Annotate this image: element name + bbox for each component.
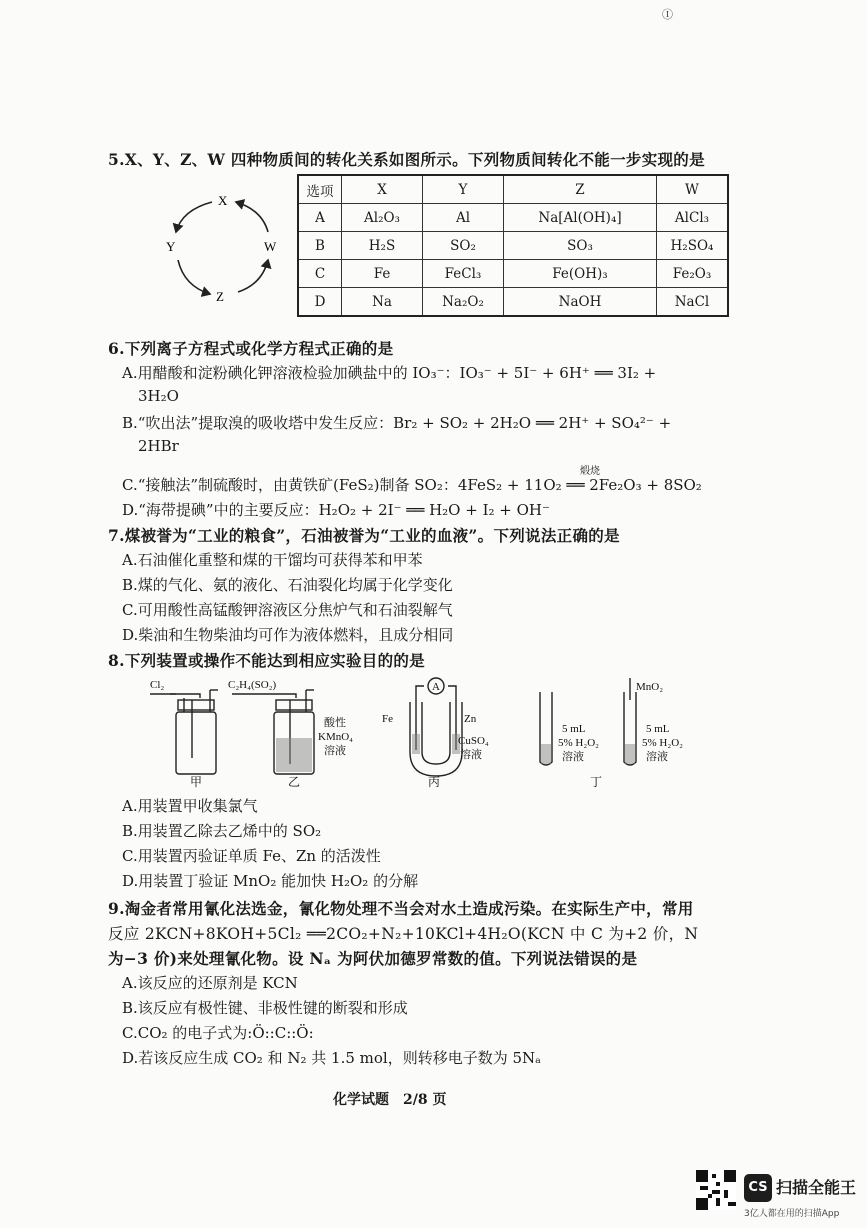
- label-cuso4: CuSO₄: [458, 735, 489, 747]
- q6-option-a: A.用醋酸和淀粉碘化钾溶液检验加碘盐中的 IO₃⁻：IO₃⁻ + 5I⁻ + 6H⁺ ══ 3I₂ +: [122, 364, 657, 382]
- q8-option-d: D.用装置丁验证 MnO₂ 能加快 H₂O₂ 的分解: [122, 872, 419, 890]
- q6-option-b: B.“吹出法”提取溴的吸收塔中发生反应：Br₂ + SO₂ + 2H₂O ══ 2H⁺ + SO₄²⁻ +: [122, 414, 672, 432]
- q7-option-c: C.可用酸性高锰酸钾溶液区分焦炉气和石油裂解气: [122, 601, 453, 619]
- q6-option-a-cont: 3H₂O: [138, 387, 179, 405]
- table-cell: AlCl₃: [657, 204, 729, 232]
- table-cell: NaCl: [657, 288, 729, 317]
- q5-stem: 5.X、Y、Z、W 四种物质间的转化关系如图所示。下列物质间转化不能一步实现的是: [108, 150, 705, 169]
- table-cell: SO₃: [504, 232, 657, 260]
- label-ding: 丁: [590, 775, 603, 788]
- table-cell: FeCl₃: [423, 260, 504, 288]
- q9-option-d: D.若该反应生成 CO₂ 和 N₂ 共 1.5 mol，则转移电子数为 5Nₐ: [122, 1049, 541, 1067]
- th-option: 选项: [298, 175, 342, 204]
- label-meter: A: [432, 681, 440, 693]
- table-row: [298, 204, 728, 232]
- table-cell: Fe: [342, 260, 423, 288]
- cycle-z: Z: [216, 289, 224, 304]
- q7-stem: 7.煤被誉为“工业的粮食”，石油被誉为“工业的血液”。下列说法正确的是: [108, 526, 620, 545]
- camscanner-tagline: 3亿人都在用的扫描App: [744, 1209, 840, 1219]
- table-header-row: [298, 175, 728, 204]
- table-cell: A: [298, 204, 342, 232]
- label-yi: 乙: [288, 775, 301, 788]
- q6-option-d: D.“海带提碘”中的主要反应：H₂O₂ + 2I⁻ ══ H₂O + I₂ + OH⁻: [122, 501, 550, 519]
- camscanner-name: 扫描全能王: [776, 1178, 857, 1197]
- q9-option-c: C.CO₂ 的电子式为:Ö::C::Ö:: [122, 1024, 314, 1042]
- table-cell: C: [298, 260, 342, 288]
- q7-option-d: D.柴油和生物柴油均可作为液体燃料，且成分相同: [122, 626, 454, 644]
- th-y: Y: [423, 175, 504, 204]
- table-cell: Al: [423, 204, 504, 232]
- label-kmno4: KMnO₄: [318, 731, 354, 743]
- cycle-w: W: [264, 239, 277, 254]
- q5-table: [297, 174, 729, 317]
- q8-apparatus-diagram: [140, 672, 720, 788]
- th-w: W: [657, 175, 729, 204]
- q8-option-a: A.用装置甲收集氯气: [122, 797, 258, 815]
- camscanner-logo: CS: [744, 1174, 772, 1202]
- table-cell: H₂S: [342, 232, 423, 260]
- label-pct2: 5% H₂O₂: [642, 737, 683, 749]
- page-footer: 化学试题 2/8 页: [333, 1092, 447, 1108]
- q9-option-b: B.该反应有极性键、非极性键的断裂和形成: [122, 999, 408, 1017]
- q8-stem: 8.下列装置或操作不能达到相应实验目的的是: [108, 651, 425, 670]
- q8-option-c: C.用装置丙验证单质 Fe、Zn 的活泼性: [122, 847, 381, 865]
- label-c2h4: C₂H₄(SO₂): [228, 679, 277, 691]
- label-bing: 丙: [428, 775, 441, 788]
- table-cell: Na: [342, 288, 423, 317]
- table-cell: B: [298, 232, 342, 260]
- q7-option-b: B.煤的气化、氨的液化、石油裂化均属于化学变化: [122, 576, 453, 594]
- table-cell: Fe(OH)₃: [504, 260, 657, 288]
- label-ml1: 5 mL: [562, 723, 586, 735]
- q8-option-b: B.用装置乙除去乙烯中的 SO₂: [122, 822, 322, 840]
- cycle-y: Y: [166, 239, 176, 254]
- table-row: [298, 232, 728, 260]
- q9-stem-line3: 为−3 价)来处理氰化物。设 Nₐ 为阿伏加德罗常数的值。下列说法错误的是: [108, 949, 638, 968]
- table-cell: Na₂O₂: [423, 288, 504, 317]
- label-cl2: Cl₂: [150, 679, 165, 691]
- table-cell: D: [298, 288, 342, 317]
- q9-stem-line2: 反应 2KCN+8KOH+5Cl₂ ══2CO₂+N₂+10KCl+4H₂O(KCN 中 C 为+2 价，N: [108, 925, 699, 943]
- q9-option-a: A.该反应的还原剂是 KCN: [122, 974, 298, 992]
- table-cell: Al₂O₃: [342, 204, 423, 232]
- qr-code-icon: [696, 1170, 736, 1210]
- table-cell: Fe₂O₃: [657, 260, 729, 288]
- q6-option-b-cont: 2HBr: [138, 437, 179, 455]
- label-sol4: 溶液: [646, 751, 668, 763]
- cycle-x: X: [218, 193, 228, 208]
- label-sol2: 溶液: [460, 749, 482, 761]
- q9-stem-line1: 9.淘金者常用氰化法选金，氰化物处理不当会对水土造成污染。在实际生产中，常用: [108, 899, 694, 918]
- q5-cycle-diagram: [160, 188, 290, 306]
- q7-option-a: A.石油催化重整和煤的干馏均可获得苯和甲苯: [122, 551, 423, 569]
- label-zn: Zn: [464, 713, 477, 725]
- th-z: Z: [504, 175, 657, 204]
- q6-c-condition: 煅烧: [580, 466, 600, 477]
- label-sol1: 溶液: [324, 745, 346, 757]
- q6-option-c: C.“接触法”制硫酸时，由黄铁矿(FeS₂)制备 SO₂：4FeS₂ + 11O₂ ══ 2Fe₂O₃ + 8SO₂: [122, 476, 702, 494]
- q6-stem: 6.下列离子方程式或化学方程式正确的是: [108, 339, 394, 358]
- label-sol3: 溶液: [562, 751, 584, 763]
- table-cell: H₂SO₄: [657, 232, 729, 260]
- table-row: [298, 288, 728, 317]
- th-x: X: [342, 175, 423, 204]
- label-pct1: 5% H₂O₂: [558, 737, 599, 749]
- table-cell: SO₂: [423, 232, 504, 260]
- table-cell: Na[Al(OH)₄]: [504, 204, 657, 232]
- label-fe: Fe: [382, 713, 393, 725]
- label-acid: 酸性: [324, 717, 346, 729]
- table-row: [298, 260, 728, 288]
- label-ml2: 5 mL: [646, 723, 670, 735]
- top-mark: Ⓘ: [662, 8, 673, 21]
- table-cell: NaOH: [504, 288, 657, 317]
- label-jia: 甲: [190, 775, 203, 788]
- label-mno2: MnO₂: [636, 681, 664, 693]
